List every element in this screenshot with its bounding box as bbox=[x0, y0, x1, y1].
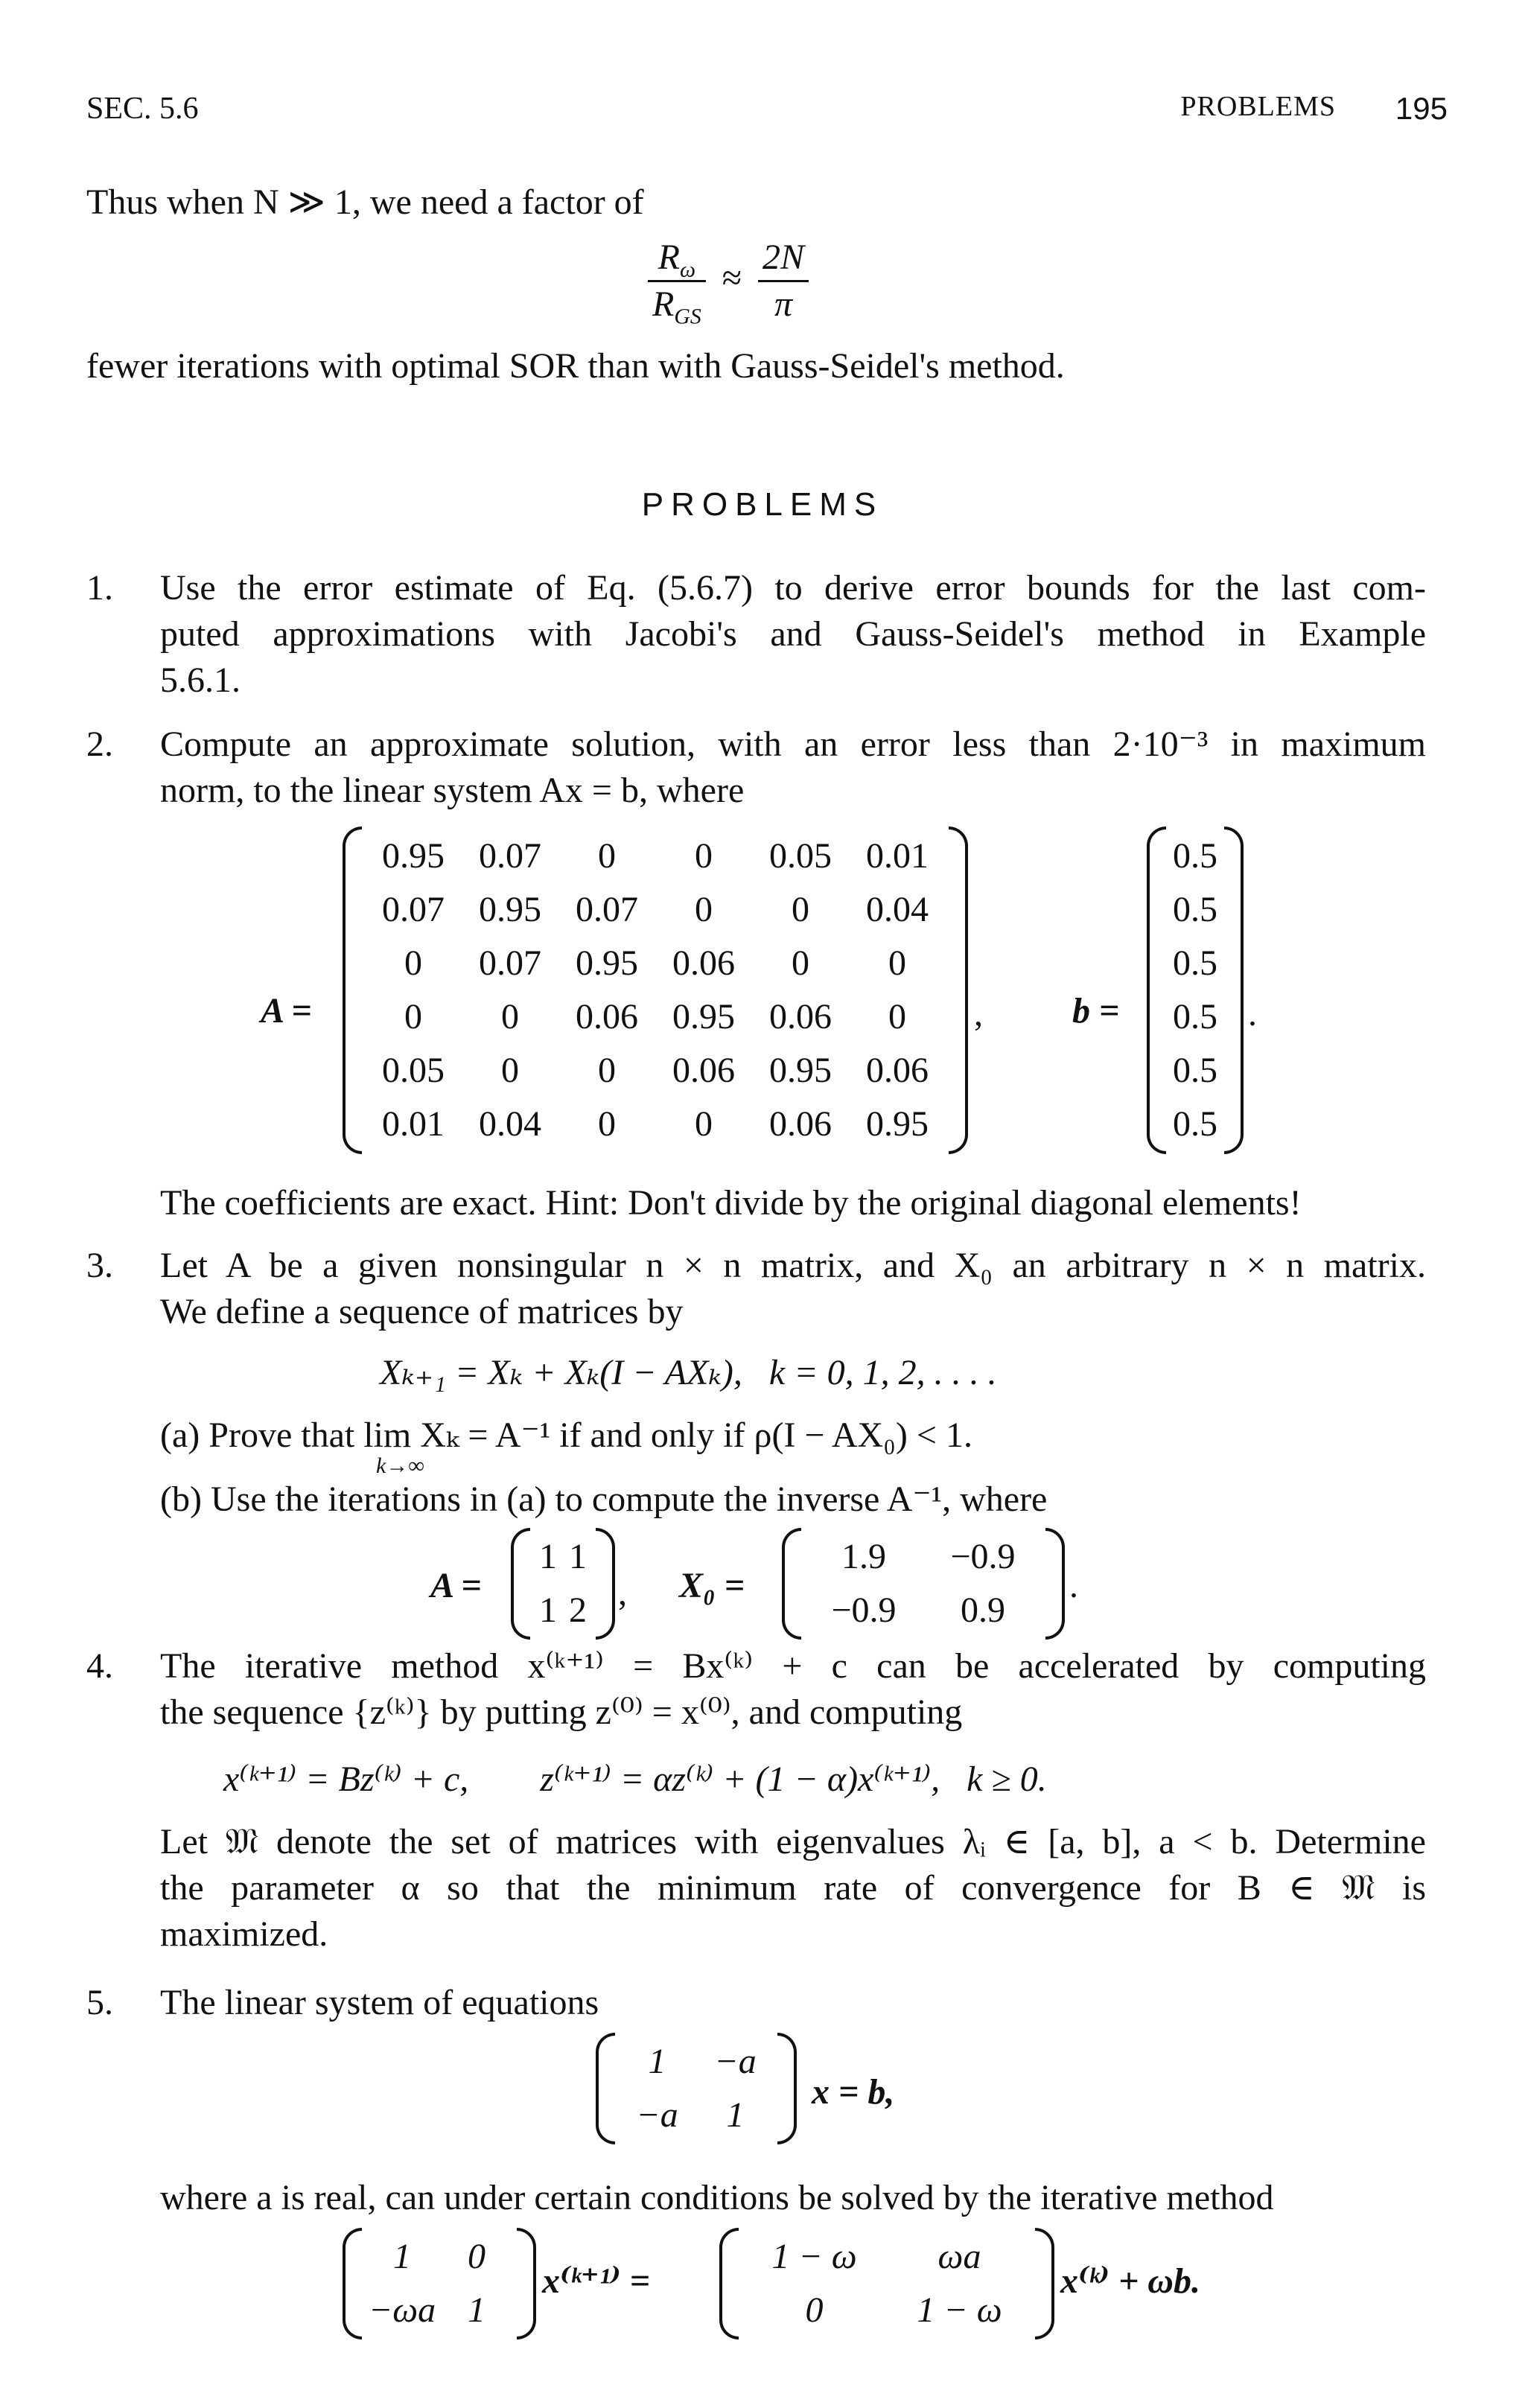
problem-text-line: the parameter α so that the minimum rate of convergence for B ∈ 𝔐 is bbox=[160, 1868, 1426, 1908]
ratio-fraction bbox=[648, 235, 706, 327]
section-heading: PROBLEMS bbox=[641, 486, 884, 523]
matrix-x0-entries bbox=[804, 1530, 1042, 1640]
matrix-entry: 0.5 bbox=[1173, 997, 1217, 1036]
matrix-entry: 0.07 bbox=[479, 943, 541, 983]
matrix-entry: ωa bbox=[937, 2237, 981, 2276]
matrix-x0 bbox=[782, 1528, 1065, 1640]
right-iteration-matrix-entries bbox=[742, 2230, 1032, 2339]
matrix-entry: 0 bbox=[598, 1104, 616, 1144]
matrix-entry: 1 bbox=[539, 1590, 557, 1630]
running-title: PROBLEMS bbox=[1180, 91, 1336, 122]
matrix-a-entries bbox=[365, 829, 946, 1154]
left-paren bbox=[719, 2228, 739, 2339]
matrix-entry: 0.5 bbox=[1173, 890, 1217, 929]
matrix-entry: 0.04 bbox=[866, 890, 929, 929]
matrix-entry: 0.5 bbox=[1173, 836, 1217, 876]
part-b: (b) Use the iterations in (a) to compute the inverse A⁻¹, where bbox=[160, 1479, 1048, 1519]
matrix-entry: 1 − ω bbox=[771, 2237, 857, 2276]
page-number: 195 bbox=[1395, 91, 1448, 126]
problem-number: 1. bbox=[86, 568, 113, 608]
matrix-entry: 0 bbox=[792, 943, 809, 983]
problem-text-line: The linear system of equations bbox=[160, 1983, 599, 2022]
matrix-entry: −a bbox=[714, 2042, 757, 2081]
matrix-entry: 0 bbox=[792, 890, 809, 929]
matrix-entry: 0.06 bbox=[576, 997, 638, 1036]
problem-text-line: We define a sequence of matrices by bbox=[160, 1292, 684, 1331]
iteration-equation: Xₖ₊₁ = Xₖ + Xₖ(I − AXₖ), k = 0, 1, 2, . . . . bbox=[380, 1353, 997, 1392]
problem-number: 5. bbox=[86, 1983, 113, 2022]
matrix-entry: 0.95 bbox=[769, 1051, 832, 1090]
value-denominator: π bbox=[774, 284, 793, 324]
left-paren bbox=[343, 826, 362, 1154]
problem-number: 2. bbox=[86, 724, 113, 764]
section-label: SEC. 5.6 bbox=[86, 92, 199, 126]
comma: , bbox=[974, 994, 983, 1033]
right-paren bbox=[949, 826, 968, 1154]
problem-text-line: 5.6.1. bbox=[160, 660, 241, 700]
matrix-entry: 0.06 bbox=[866, 1051, 929, 1090]
right-paren bbox=[777, 2033, 797, 2144]
left-iteration-matrix-entries bbox=[365, 2230, 514, 2339]
right-iteration-tail: x⁽ᵏ⁾ + ωb. bbox=[1060, 2261, 1201, 2301]
matrix-entry: 0 bbox=[404, 997, 422, 1036]
matrix-entry: 0 bbox=[598, 836, 616, 876]
matrix-entry: 0.01 bbox=[382, 1104, 445, 1144]
matrix-entry: −0.9 bbox=[950, 1537, 1016, 1576]
right-paren bbox=[517, 2228, 536, 2339]
problem-text-line: Let A be a given nonsingular n × n matrix, and X₀ an arbitrary n × n matrix. bbox=[160, 1246, 1426, 1285]
matrix-a2 bbox=[511, 1528, 615, 1640]
system-matrix bbox=[596, 2033, 797, 2144]
problem-number: 4. bbox=[86, 1646, 113, 1686]
matrix-entry: 0 bbox=[468, 2237, 485, 2276]
matrix-entry: 0.95 bbox=[479, 890, 541, 929]
matrix-a2-label: A = bbox=[430, 1566, 482, 1605]
right-iteration-matrix bbox=[719, 2228, 1054, 2339]
ratio-numerator: R bbox=[658, 238, 680, 277]
matrix-entry: 1 bbox=[468, 2290, 485, 2330]
right-paren bbox=[1035, 2228, 1054, 2339]
matrix-entry: −a bbox=[636, 2095, 678, 2135]
vector-b bbox=[1147, 826, 1244, 1154]
matrix-entry: 0 bbox=[404, 943, 422, 983]
problem-text-line: maximized. bbox=[160, 1914, 328, 1954]
ratio-denominator-sub: GS bbox=[674, 304, 701, 329]
matrix-entry: 0 bbox=[695, 890, 713, 929]
matrix-entry: 0 bbox=[501, 1051, 519, 1090]
vector-b-label: b = bbox=[1072, 991, 1120, 1031]
matrix-x0-label: X₀ = bbox=[679, 1566, 745, 1605]
matrix-entry: 0.05 bbox=[382, 1051, 445, 1090]
period: . bbox=[1069, 1566, 1078, 1605]
intro-line-2: fewer iterations with optimal SOR than with Gauss-Seidel's method. bbox=[86, 346, 1065, 386]
problem-text-line: the sequence {z⁽ᵏ⁾} by putting z⁽⁰⁾ = x⁽⁰⁾, and computing bbox=[160, 1692, 963, 1732]
matrix-entry: 2 bbox=[569, 1590, 587, 1630]
matrix-entry: 0 bbox=[888, 997, 906, 1036]
problem-text-line: Compute an approximate solution, with an error less than 2·10⁻³ in maximum bbox=[160, 724, 1426, 764]
accelerated-equation: x⁽ᵏ⁺¹⁾ = Bz⁽ᵏ⁾ + c, z⁽ᵏ⁺¹⁾ = αz⁽ᵏ⁾ + (1 − α)x⁽ᵏ⁺¹⁾, k ≥ 0. bbox=[223, 1759, 1047, 1799]
matrix-entry: 0.01 bbox=[866, 836, 929, 876]
matrix-entry: 0.06 bbox=[769, 1104, 832, 1144]
matrix-entry: 1 bbox=[726, 2095, 745, 2135]
ratio-denominator: R bbox=[652, 284, 675, 324]
matrix-entry: 0.5 bbox=[1173, 1104, 1217, 1144]
matrix-entry: 0 bbox=[805, 2290, 824, 2330]
matrix-entry: 0.04 bbox=[479, 1104, 541, 1144]
problem-number: 3. bbox=[86, 1246, 113, 1285]
matrix-entry: 0.9 bbox=[961, 1590, 1005, 1630]
factor-equation bbox=[648, 235, 809, 327]
left-paren bbox=[511, 1528, 530, 1640]
left-iteration-tail: x⁽ᵏ⁺¹⁾ = bbox=[542, 2261, 651, 2301]
matrix-entry: 0 bbox=[695, 1104, 713, 1144]
problem-text-line: where a is real, can under certain conditions be solved by the iterative method bbox=[160, 2178, 1274, 2217]
vector-b-entries bbox=[1162, 829, 1229, 1154]
problem-text-line: Let 𝔐 denote the set of matrices with eigenvalues λᵢ ∈ [a, b], a < b. Determine bbox=[160, 1822, 1426, 1861]
system-equation-tail: x = b, bbox=[812, 2072, 895, 2112]
left-paren bbox=[782, 1528, 801, 1640]
matrix-entry: 1 bbox=[393, 2237, 411, 2276]
intro-line-1: Thus when N ≫ 1, we need a factor of bbox=[86, 182, 644, 222]
problem-note: The coefficients are exact. Hint: Don't divide by the original diagonal elements! bbox=[160, 1183, 1302, 1223]
matrix-entry: 0.07 bbox=[382, 890, 445, 929]
matrix-entry: 0.95 bbox=[576, 943, 638, 983]
value-numerator: 2N bbox=[758, 235, 809, 282]
left-iteration-matrix bbox=[343, 2228, 536, 2339]
matrix-entry: −ωa bbox=[368, 2290, 436, 2330]
ratio-numerator-sub: ω bbox=[680, 257, 696, 282]
comma: , bbox=[618, 1573, 627, 1613]
matrix-entry: 0.5 bbox=[1173, 943, 1217, 983]
matrix-entry: 0.07 bbox=[479, 836, 541, 876]
matrix-entry: 0.06 bbox=[672, 943, 735, 983]
period: . bbox=[1248, 994, 1257, 1033]
matrix-a-label: A = bbox=[261, 991, 312, 1031]
value-fraction bbox=[758, 235, 809, 327]
matrix-entry: 1 bbox=[648, 2042, 666, 2081]
problem-text-line: norm, to the linear system Ax = b, where bbox=[160, 771, 745, 810]
limit-subscript: k→∞ bbox=[376, 1453, 424, 1478]
matrix-entry: 0.06 bbox=[769, 997, 832, 1036]
problem-text-line: The iterative method x⁽ᵏ⁺¹⁾ = Bx⁽ᵏ⁾ + c can be accelerated by computing bbox=[160, 1646, 1426, 1686]
matrix-entry: 1 bbox=[539, 1537, 557, 1576]
matrix-entry: −0.9 bbox=[831, 1590, 897, 1630]
matrix-entry: 0.5 bbox=[1173, 1051, 1217, 1090]
matrix-entry: 0 bbox=[888, 943, 906, 983]
problem-text-line: Use the error estimate of Eq. (5.6.7) to derive error bounds for the last com- bbox=[160, 568, 1426, 608]
right-paren bbox=[596, 1528, 615, 1640]
matrix-entry: 1.9 bbox=[841, 1537, 886, 1576]
approx-symbol: ≈ bbox=[722, 258, 742, 298]
right-paren bbox=[1045, 1528, 1065, 1640]
matrix-entry: 0 bbox=[695, 836, 713, 876]
matrix-entry: 1 − ω bbox=[917, 2290, 1002, 2330]
matrix-entry: 0 bbox=[501, 997, 519, 1036]
matrix-entry: 0.05 bbox=[769, 836, 832, 876]
matrix-entry: 0 bbox=[598, 1051, 616, 1090]
part-a: (a) Prove that lim Xₖ = A⁻¹ if and only if ρ(I − AX₀) < 1. bbox=[160, 1415, 972, 1455]
matrix-entry: 1 bbox=[569, 1537, 587, 1576]
running-head bbox=[86, 89, 1448, 134]
left-paren bbox=[343, 2228, 362, 2339]
matrix-entry: 0.95 bbox=[382, 836, 445, 876]
left-paren bbox=[596, 2033, 615, 2144]
matrix-entry: 0.95 bbox=[866, 1104, 929, 1144]
matrix-entry: 0.07 bbox=[576, 890, 638, 929]
matrix-entry: 0.06 bbox=[672, 1051, 735, 1090]
system-matrix-entries bbox=[618, 2035, 774, 2144]
problem-text-line: puted approximations with Jacobi's and Gauss-Seidel's method in Example bbox=[160, 614, 1426, 654]
matrix-a bbox=[343, 826, 968, 1154]
matrix-entry: 0.95 bbox=[672, 997, 735, 1036]
matrix-a2-entries bbox=[533, 1530, 593, 1640]
